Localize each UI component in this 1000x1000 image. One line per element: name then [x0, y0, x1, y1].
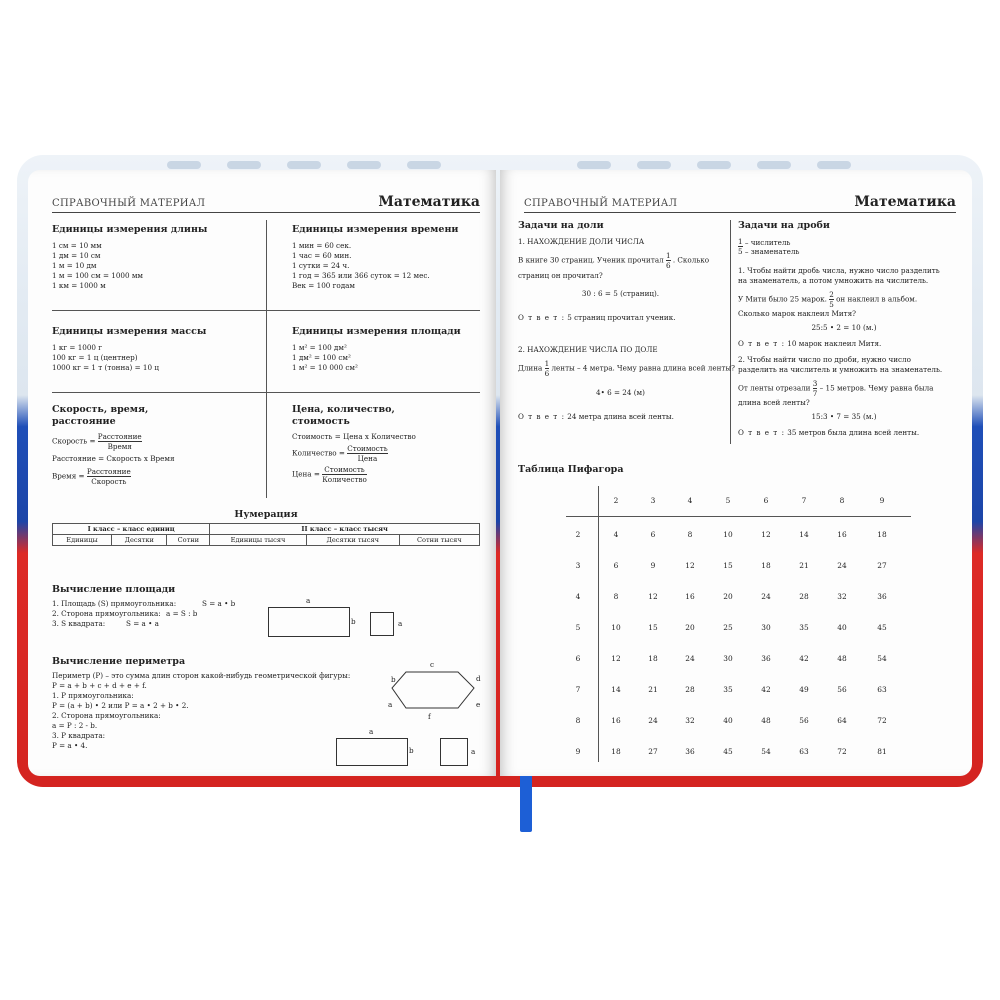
pythagoras-column-header: 5 [725, 496, 731, 505]
parts-frac1-den: 6 [665, 261, 671, 270]
fractions-section [738, 220, 950, 438]
cover-tile [347, 161, 381, 169]
pythagoras-cell: 45 [723, 747, 733, 756]
square-label-a: a [398, 619, 403, 628]
speed-title: Скорость, время, расстояние [52, 404, 149, 427]
fractions-calc1: 25:5 • 2 = 10 (м.) [811, 323, 877, 332]
hex-label-e: e [476, 700, 481, 709]
pythagoras-cell: 27 [648, 747, 658, 756]
fractions-task1a: У Мити было 25 марок. [738, 294, 827, 304]
hex-label-b: b [391, 675, 396, 684]
pythagoras-cell: 24 [761, 592, 771, 601]
price-numerator: Стоимость [322, 465, 367, 475]
parts-title: Задачи на доли [518, 220, 604, 231]
left-page [28, 170, 496, 776]
rect-label-a: a [306, 596, 311, 605]
answer-label: О т в е т : [518, 412, 565, 421]
perimeter-square-figure [440, 738, 468, 766]
perimeter-line: 3. P квадрата: [52, 731, 106, 740]
table-axis-line [598, 486, 599, 762]
pythagoras-cell: 32 [685, 716, 695, 725]
fractions-calc2: 15:3 • 7 = 35 (м.) [811, 412, 877, 421]
pythagoras-column-header: 3 [650, 496, 656, 505]
bookmark-ribbon[interactable] [520, 770, 532, 832]
rect-label-b: b [351, 617, 356, 626]
cover-tile [287, 161, 321, 169]
pythagoras-cell: 54 [877, 654, 887, 663]
square-figure [370, 612, 394, 636]
pythagoras-row-header: 6 [575, 654, 581, 663]
parts-answer1: 5 страниц прочитал ученик. [567, 313, 676, 322]
time-line: Век = 100 годам [292, 281, 356, 290]
pythagoras-cell: 12 [611, 654, 621, 663]
parts-calc2: 4• 6 = 24 (м) [596, 388, 645, 397]
pythagoras-cell: 12 [685, 561, 695, 570]
pythagoras-cell: 45 [877, 623, 887, 632]
fractions-rule1: 1. Чтобы найти дробь числа, нужно число разделить на знаменатель, а потом умножить на числитель. [738, 266, 940, 285]
header-title: Математика [378, 194, 480, 210]
cost-formula: Стоимость = Цена х Количество [292, 432, 416, 441]
pythagoras-cell: 18 [648, 654, 658, 663]
area-calc-line: 3. S квадрата: [52, 619, 106, 628]
pythagoras-cell: 28 [685, 685, 695, 694]
pythagoras-cell: 6 [650, 530, 656, 539]
class-one-header: I класс – класс единиц [53, 524, 210, 535]
parts-frac2-den: 6 [544, 369, 550, 378]
pythagoras-cell: 20 [723, 592, 733, 601]
grid-divider [52, 310, 480, 311]
area-formula: S = a • b [202, 599, 236, 608]
pythagoras-table [566, 482, 911, 766]
pythagoras-cell: 42 [761, 685, 771, 694]
price-denominator: Количество [322, 475, 367, 484]
parts-task2b: ленты – 4 метра. Чему равна длина всей ленты? [551, 363, 735, 373]
grid-divider [266, 220, 267, 498]
qty-numerator: Стоимость [347, 444, 388, 453]
length-line: 1 м = 100 см = 1000 мм [52, 271, 144, 280]
mass-line: 1000 кг = 1 т (тонна) = 10 ц [52, 363, 159, 372]
fractions-answer2: 35 метров была длина всей ленты. [787, 428, 920, 437]
fractions-title: Задачи на дроби [738, 220, 830, 231]
parts-sub1: 1. НАХОЖДЕНИЕ ДОЛИ ЧИСЛА [518, 237, 645, 246]
pythagoras-cell: 10 [611, 623, 621, 632]
pythagoras-row-header: 2 [575, 530, 581, 539]
pythagoras-cell: 18 [761, 561, 771, 570]
numeration-title: Нумерация [234, 509, 298, 520]
area-title: Единицы измерения площади [292, 326, 461, 337]
perimeter-line: Периметр (P) – это сумма длин сторон какой-нибудь геометрической фигуры: [52, 671, 351, 680]
pythagoras-column-header: 9 [879, 496, 885, 505]
pythagoras-cell: 36 [685, 747, 695, 756]
length-title: Единицы измерения длины [52, 224, 208, 235]
fractions-task1b: он наклеил в альбом. Сколько марок наклеил Митя? [738, 294, 918, 318]
area-line: 1 м² = 100 дм² [292, 343, 347, 352]
denominator-caption: – знаменатель [744, 246, 800, 256]
time-title: Единицы измерения времени [292, 224, 459, 235]
pythagoras-cell: 27 [877, 561, 887, 570]
pythagoras-cell: 63 [799, 747, 809, 756]
hex-label-a: a [388, 700, 393, 709]
price-title: Цена, количество, стоимость [292, 404, 395, 427]
cover-tile [637, 161, 671, 169]
fractions-rule2: 2. Чтобы найти число по дроби, нужно число разделить на числитель и умножить на знаменатель. [738, 355, 943, 374]
fractions-den: 5 [738, 247, 743, 256]
fractions-task1-den: 5 [829, 300, 834, 309]
perimeter-square-label-a: a [471, 747, 476, 756]
pythagoras-row-header: 7 [575, 685, 581, 694]
pythagoras-cell: 12 [648, 592, 658, 601]
parts-frac1-num: 1 [665, 251, 671, 260]
area-line: 1 дм² = 100 см² [292, 353, 351, 362]
fractions-num: 1 [738, 237, 743, 246]
area-formula: S = a • a [126, 619, 159, 628]
fractions-task1-num: 2 [829, 290, 834, 299]
parts-calc1: 30 : 6 = 5 (страниц). [581, 289, 660, 298]
fractions-answer1: 10 марок наклеил Митя. [787, 339, 882, 348]
area-calc-title: Вычисление площади [52, 584, 176, 595]
answer-label: О т в е т : [518, 313, 565, 322]
table-axis-line [566, 516, 911, 517]
pythagoras-cell: 49 [799, 685, 809, 694]
pythagoras-cell: 35 [723, 685, 733, 694]
fractions-task2-num: 3 [812, 379, 818, 388]
parts-task1b: . Сколько страниц он прочитал? [518, 255, 710, 280]
price-label: Цена = [292, 469, 320, 479]
pythagoras-cell: 36 [761, 654, 771, 663]
time-denominator: Скорость [91, 477, 127, 486]
parts-answer2: 24 метра длина всей ленты. [567, 412, 674, 421]
pythagoras-cell: 36 [877, 592, 887, 601]
area-units [292, 326, 461, 373]
area-calc-section [52, 584, 236, 629]
pythagoras-cell: 8 [687, 530, 693, 539]
cover-tile [407, 161, 441, 169]
pythagoras-cell: 10 [723, 530, 733, 539]
pythagoras-cell: 20 [685, 623, 695, 632]
grid-divider [52, 392, 480, 393]
pythagoras-cell: 9 [650, 561, 656, 570]
cover-tile [227, 161, 261, 169]
pythagoras-cell: 14 [799, 530, 809, 539]
price-section [292, 404, 482, 484]
pythagoras-cell: 21 [648, 685, 658, 694]
perimeter-rect-label-a: a [369, 727, 374, 736]
mass-line: 100 кг = 1 ц (центнер) [52, 353, 138, 362]
length-line: 1 км = 1000 м [52, 281, 106, 290]
pythagoras-cell: 40 [837, 623, 847, 632]
hexagon-figure [386, 664, 486, 722]
speed-denominator: Время [107, 442, 132, 451]
pythagoras-column-header: 6 [763, 496, 769, 505]
pythagoras-cell: 18 [877, 530, 887, 539]
pythagoras-row-header: 5 [575, 623, 581, 632]
header-title: Математика [854, 194, 956, 210]
numeration-cell: Десятки [112, 535, 167, 546]
pythagoras-column-header: 8 [839, 496, 845, 505]
pythagoras-row-header: 4 [575, 592, 581, 601]
pythagoras-cell: 63 [877, 685, 887, 694]
length-line: 1 дм = 10 см [52, 251, 101, 260]
area-calc-line: 2. Сторона прямоугольника: [52, 609, 161, 618]
pythagoras-cell: 81 [877, 747, 887, 756]
time-label: Время = [52, 471, 85, 481]
pythagoras-cell: 21 [799, 561, 809, 570]
pythagoras-cell: 64 [837, 716, 847, 725]
cover-tile [577, 161, 611, 169]
pythagoras-cell: 30 [723, 654, 733, 663]
pythagoras-cell: 72 [837, 747, 847, 756]
pythagoras-cell: 72 [877, 716, 887, 725]
time-line: 1 сутки = 24 ч. [292, 261, 350, 270]
cover-tile [697, 161, 731, 169]
pythagoras-cell: 54 [761, 747, 771, 756]
pythagoras-cell: 30 [761, 623, 771, 632]
class-two-header: II класс – класс тысяч [210, 524, 480, 535]
pythagoras-cell: 15 [648, 623, 658, 632]
pythagoras-cell: 24 [648, 716, 658, 725]
perimeter-line: P = a + b + c + d + e + f. [52, 681, 147, 690]
qty-denominator: Цена [357, 454, 378, 463]
time-units [292, 224, 458, 291]
pythagoras-column-header: 4 [687, 496, 693, 505]
right-page [500, 170, 972, 776]
fractions-task2b: – 15 метров. Чему равна была длина всей ленты? [738, 383, 934, 407]
pythagoras-cell: 28 [799, 592, 809, 601]
pythagoras-cell: 15 [723, 561, 733, 570]
perimeter-line: 1. P прямоугольника: [52, 691, 134, 700]
time-line: 1 год = 365 или 366 суток = 12 мес. [292, 271, 430, 280]
pythagoras-cell: 24 [685, 654, 695, 663]
distance-formula: Расстояние = Скорость х Время [52, 454, 175, 463]
hexagon-shape [392, 672, 474, 708]
numeration-cell: Единицы [53, 535, 112, 546]
pythagoras-cell: 16 [685, 592, 695, 601]
mass-title: Единицы измерения массы [52, 326, 207, 337]
column-divider [730, 220, 731, 444]
speed-numerator: Расстояние [97, 432, 142, 441]
perimeter-rectangle-figure [336, 738, 408, 766]
pythagoras-cell: 32 [837, 592, 847, 601]
pythagoras-cell: 12 [761, 530, 771, 539]
cover-tile [167, 161, 201, 169]
pythagoras-cell: 42 [799, 654, 809, 663]
area-calc-line: 1. Площадь (S) прямоугольника: [52, 599, 177, 608]
pythagoras-cell: 18 [611, 747, 621, 756]
time-line: 1 час = 60 мин. [292, 251, 352, 260]
perimeter-line: P = a • 4. [52, 741, 88, 750]
pythagoras-cell: 4 [613, 530, 619, 539]
pythagoras-title: Таблица Пифагора [518, 464, 624, 475]
perimeter-section [52, 656, 350, 751]
parts-sub2: 2. НАХОЖДЕНИЕ ЧИСЛА ПО ДОЛЕ [518, 345, 658, 354]
parts-section [518, 220, 735, 422]
hex-label-c: c [430, 660, 435, 669]
pythagoras-row-header: 8 [575, 716, 581, 725]
perimeter-rect-label-b: b [409, 746, 414, 755]
pythagoras-column-header: 2 [613, 496, 619, 505]
page-header [52, 192, 480, 213]
area-line: 1 м² = 10 000 см² [292, 363, 358, 372]
area-formula: a = S : b [166, 609, 198, 618]
mass-units [52, 326, 206, 373]
pythagoras-cell: 35 [799, 623, 809, 632]
length-units [52, 224, 207, 291]
answer-label: О т в е т : [738, 428, 785, 437]
pythagoras-cell: 48 [761, 716, 771, 725]
length-line: 1 м = 10 дм [52, 261, 97, 270]
numeration-cell: Десятки тысяч [306, 535, 399, 546]
numerator-caption: – числитель [744, 237, 791, 247]
numeration-cell: Единицы тысяч [210, 535, 307, 546]
pythagoras-cell: 56 [837, 685, 847, 694]
cover-tile [757, 161, 791, 169]
pythagoras-cell: 16 [611, 716, 621, 725]
speed-section [52, 404, 252, 486]
pythagoras-cell: 40 [723, 716, 733, 725]
header-small-caption: СПРАВОЧНЫЙ МАТЕРИАЛ [52, 198, 206, 209]
perimeter-line: 2. Сторона прямоугольника: [52, 711, 161, 720]
pythagoras-row-header: 9 [575, 747, 581, 756]
header-small-caption: СПРАВОЧНЫЙ МАТЕРИАЛ [524, 198, 678, 209]
numeration-cell: Сотни тысяч [399, 535, 479, 546]
time-line: 1 мин = 60 сек. [292, 241, 352, 250]
hex-label-f: f [428, 712, 431, 721]
rectangle-figure [268, 607, 350, 637]
page-header [524, 192, 956, 213]
parts-frac2-num: 1 [544, 359, 550, 368]
pythagoras-cell: 6 [613, 561, 619, 570]
pythagoras-cell: 16 [837, 530, 847, 539]
time-numerator: Расстояние [86, 467, 131, 476]
pythagoras-cell: 24 [837, 561, 847, 570]
pythagoras-cell: 8 [613, 592, 619, 601]
speed-label: Скорость = [52, 436, 96, 446]
pythagoras-column-header: 7 [801, 496, 807, 505]
pythagoras-cell: 48 [837, 654, 847, 663]
length-line: 1 см = 10 мм [52, 241, 102, 250]
parts-task1: В книге 30 страниц. Ученик прочитал [518, 255, 664, 265]
numeration-cell: Сотни [167, 535, 210, 546]
hex-label-d: d [476, 674, 481, 683]
pythagoras-cell: 25 [723, 623, 733, 632]
perimeter-title: Вычисление периметра [52, 656, 186, 667]
pythagoras-cell: 14 [611, 685, 621, 694]
perimeter-line: P = (a + b) • 2 или P = a • 2 + b • 2. [52, 701, 189, 710]
pythagoras-row-header: 3 [575, 561, 581, 570]
pythagoras-cell: 56 [799, 716, 809, 725]
cover-tile [817, 161, 851, 169]
parts-task2a: Длина [518, 363, 543, 373]
qty-label: Количество = [292, 448, 345, 458]
perimeter-line: a = P : 2 - b. [52, 721, 98, 730]
answer-label: О т в е т : [738, 339, 785, 348]
mass-line: 1 кг = 1000 г [52, 343, 103, 352]
numeration-table [52, 523, 480, 546]
fractions-task2a: От ленты отрезали [738, 383, 811, 393]
fractions-task2-den: 7 [812, 389, 818, 398]
